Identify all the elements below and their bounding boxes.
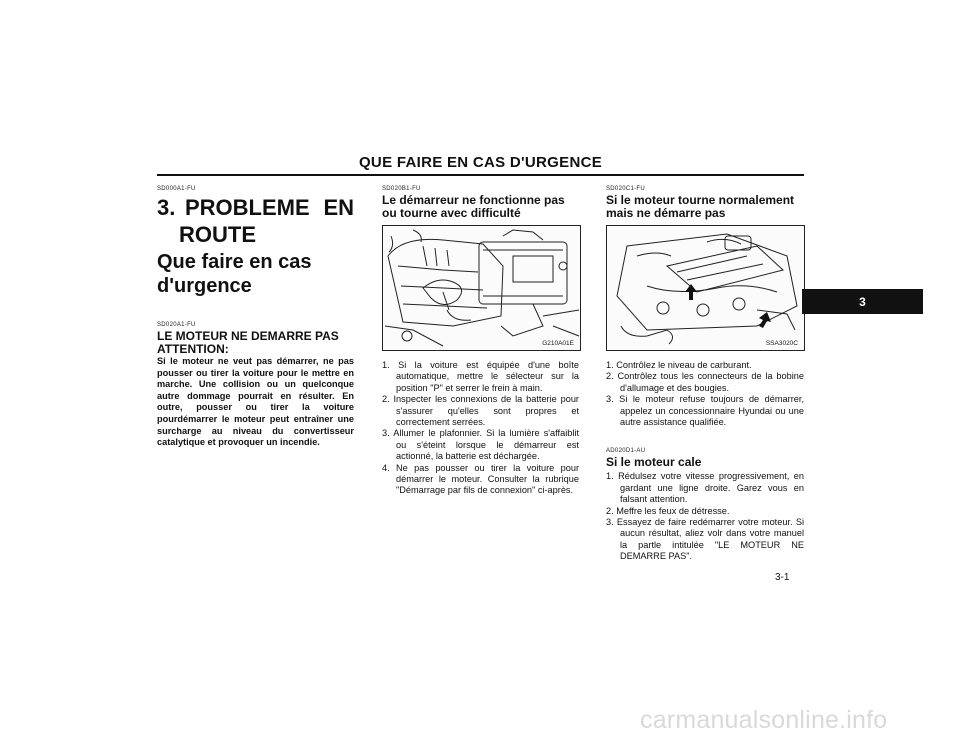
section-heading: Si le moteur cale: [606, 455, 702, 470]
list-item: 2. Meffre les feux de détresse.: [606, 505, 730, 516]
battery-drawing: [383, 226, 580, 350]
warning-text: Si le moteur ne veut pas démarrer, ne pas pousser ou tirer la voiture pour le mettre en marche. Une collision ou un quelconque autre dommage pourrait en résulter. En outre, pousser ou tirer la voiture pourdémarrer le moteur peut entraîner une surcharge au niveau du convertisseur catalytique et provoquer un incendie.: [157, 356, 354, 448]
chapter-subtitle: Que faire en cas d'urgence: [157, 251, 312, 297]
section-code: SD000A1-FU: [157, 186, 196, 192]
engine-drawing: [607, 226, 805, 350]
page-header-title: QUE FAIRE EN CAS D'URGENCE: [358, 154, 603, 171]
page-number: 3-1: [775, 572, 790, 583]
section-code: SD020B1-FU: [382, 186, 421, 192]
list-item: 3. Allumer le plafonnier. Si la lumière s'affaiblit ou s'éteint lorsque le démarreur est actionné, la batterie est déchargée.: [382, 428, 579, 462]
column-middle: [382, 186, 579, 497]
chapter-title-word: PROBLEME: [185, 195, 310, 220]
chapter-title-word: ROUTE: [179, 222, 256, 247]
engine-coil-illustration: [606, 225, 805, 351]
section-code: SD020A1-FU: [157, 322, 196, 328]
list-item: 4. Ne pas pousser ou tirer la voiture pour démarrer le moteur. Consulter la rubrique "Démarrage par fils de connexion" ci-après.: [382, 462, 579, 496]
list-item: 1. Contrôlez le niveau de carburant.: [606, 360, 752, 370]
instruction-list: [382, 360, 579, 497]
chapter-number: 3.: [157, 195, 176, 220]
list-item: 1. Rédulsez votre vitesse progressivement, en gardant une ligne droite. Garez vous en falsant attention.: [606, 471, 804, 505]
list-item: 3. Essayez de faire redémarrer votre moteur. Si aucun résultat, aliez volr dans votre manuel la partle intitulée "LE MOTEUR NE DEMARRE PAS".: [606, 517, 804, 562]
instruction-list: [606, 360, 804, 428]
section-code: SD020C1-FU: [606, 186, 646, 192]
list-item: 3. Si le moteur refuse toujours de démarrer, appelez un concessionnaire Hyundai ou une autre assistance qualifiée.: [606, 394, 804, 428]
instruction-list: [606, 471, 804, 562]
column-right: [606, 186, 804, 563]
section-heading: Si le moteur tourne normalement mais ne démarre pas: [606, 193, 795, 220]
watermark: carmanualsonline.info: [640, 706, 888, 734]
section-heading: LE MOTEUR NE DEMARRE PAS: [157, 329, 339, 343]
figure-label: SSA3020C: [765, 340, 798, 347]
list-item: 2. Contrôlez tous les connecteurs de la bobine d'allumage et des bougies.: [606, 371, 804, 393]
figure-label: G210A01E: [542, 340, 574, 347]
header-rule: [157, 174, 804, 176]
section-heading: Le démarreur ne fonctionne pas ou tourne avec difficulté: [382, 193, 565, 220]
chapter-side-tab: 3: [802, 289, 923, 314]
list-item: 2. Inspecter les connexions de la batterie pour s'assurer qu'elles sont propres et correctement serrées.: [382, 394, 579, 428]
list-item: 1. Si la voiture est équipée d'une boîte automatique, mettre le sélecteur sur la position "P" et serrer le frein à main.: [382, 360, 579, 393]
engine-battery-illustration: [382, 225, 581, 351]
section-code: AD020D1-AU: [606, 448, 646, 455]
chapter-title: [157, 194, 354, 248]
column-left: [157, 186, 354, 449]
chapter-title-word: EN: [323, 195, 354, 220]
attention-label: ATTENTION:: [157, 342, 229, 356]
